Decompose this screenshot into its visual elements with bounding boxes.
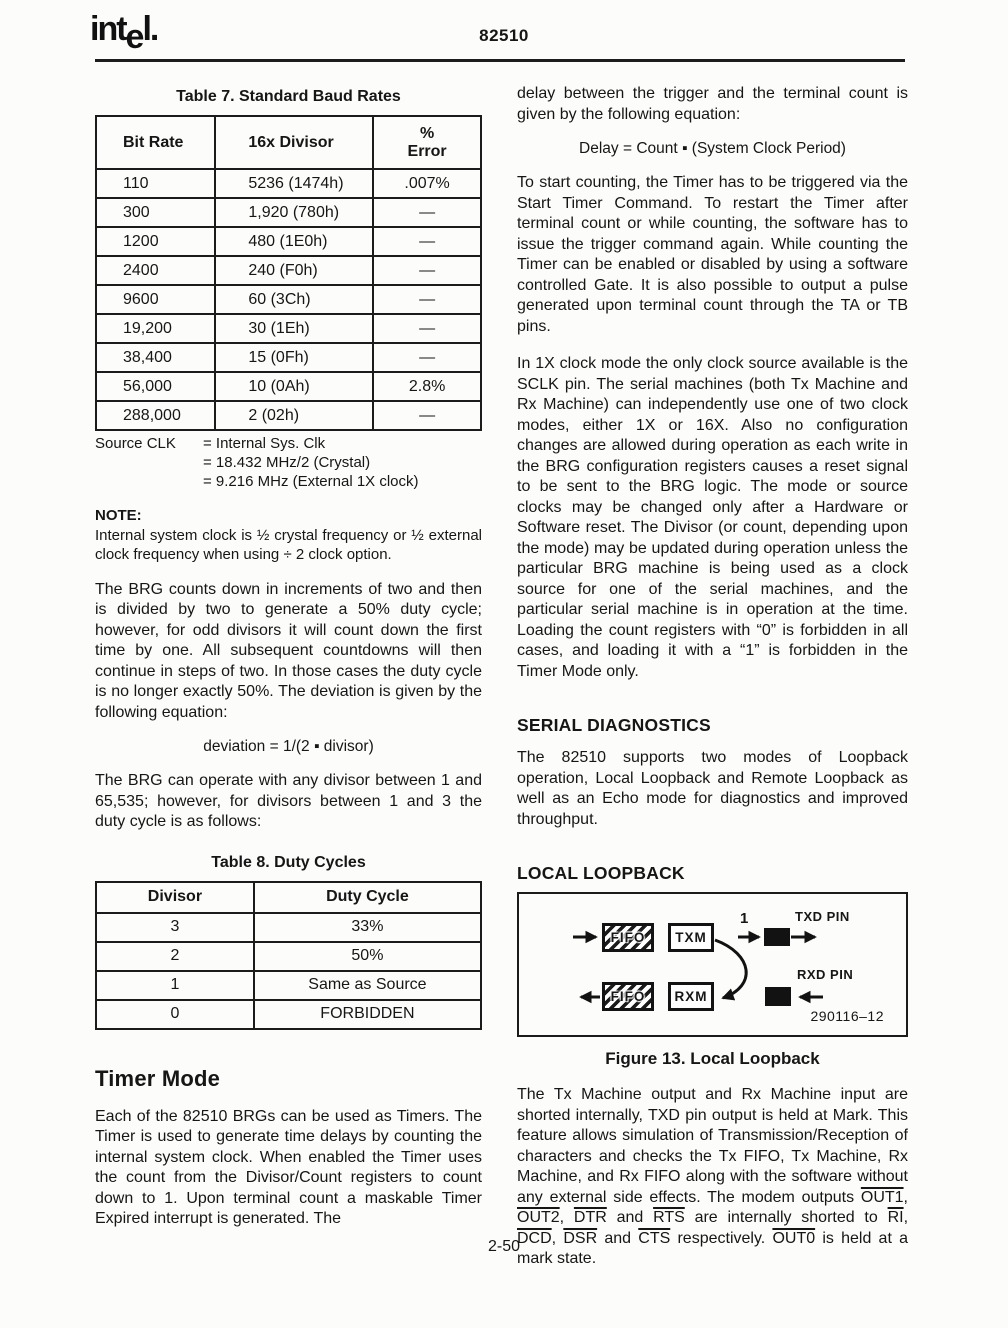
note-heading: NOTE: (95, 507, 142, 524)
table8-duty-cycles (95, 881, 482, 1030)
table-row (96, 971, 481, 1000)
signal-dtr: $\overline{DTR}$ (573, 1209, 607, 1226)
column-header: 16x Divisor (215, 116, 373, 169)
figure-caption: Figure 13. Local Loopback (605, 1049, 820, 1068)
table7-standard-baud-rates (95, 115, 482, 431)
signal-cts: $\overline{CTS}$ (638, 1229, 671, 1247)
rx-fifo-label: FIFO (610, 989, 646, 1004)
table-row (96, 913, 481, 942)
paragraph-brg-countdown: The BRG counts down in increments of two and then is divided by two to generate a 50% duty cycle; however, for odd divisors it will count down the first time by one. All subsequent countdowns will then continue in steps of two. In those cases the duty cycle is no longer exactly 50%. The deviation is given by the following equation: (95, 580, 482, 721)
equation-delay: Delay = Count ▪ (System Clock Period) (579, 140, 846, 157)
text-segment: is held at a mark state. (517, 1229, 909, 1267)
cell: 1200 (96, 227, 215, 256)
signal-rts: $\overline{RTS}$ (653, 1209, 685, 1226)
cell: 2 (96, 942, 254, 971)
source-clk-lines (203, 434, 419, 491)
cell: — (373, 401, 481, 430)
cell: 5236 (1474h) (215, 169, 373, 198)
text-segment: The Tx Machine output and Rx Machine input are shorted internally, TXD pin output is held at Mark. This feature allows simulation of Transmission/Reception of characters and checks the Tx FIFO, Tx Machine, Rx Machine, and Rx FIFO along with the software without any external side effects. The modem outputs (517, 1086, 908, 1206)
cell: 33% (254, 913, 481, 942)
cell: 3 (96, 913, 254, 942)
figure-local-loopback (517, 892, 908, 1037)
cell: 240 (F0h) (215, 256, 373, 285)
cell: 110 (96, 169, 215, 198)
table-row (96, 343, 481, 372)
serial-diagnostics-heading: SERIAL DIAGNOSTICS (517, 715, 711, 735)
local-loopback-heading: LOCAL LOOPBACK (517, 863, 685, 883)
table-row (96, 401, 481, 430)
table-row (96, 285, 481, 314)
table7-title: Table 7. Standard Baud Rates (176, 88, 401, 105)
note-block (95, 506, 482, 565)
cell: 480 (1E0h) (215, 227, 373, 256)
page-number: 2-50 (487, 1238, 521, 1255)
right-column (517, 84, 908, 1270)
text-segment: and (597, 1229, 639, 1247)
column-header: Bit Rate (96, 116, 215, 169)
signal-dcd: $\overline{DCD}$ (517, 1229, 552, 1247)
source-clk-line: = 9.216 MHz (External 1X clock) (203, 473, 419, 490)
cell: 9600 (96, 285, 215, 314)
table-row (96, 1000, 481, 1029)
table-row (96, 942, 481, 971)
cell: — (373, 343, 481, 372)
rxd-pin-label: RXD PIN (797, 967, 854, 982)
header-rule (95, 59, 905, 62)
logo-text: e (125, 18, 143, 56)
cell: 38,400 (96, 343, 215, 372)
text-segment: , (903, 1209, 909, 1226)
paragraph-serial-diagnostics: The 82510 supports two modes of Loopback operation, Local Loopback and Remote Loopback as well as an Echo mode for diagnostics and improved throughput. (517, 749, 908, 828)
table-header-row (96, 116, 481, 169)
cell: 30 (1Eh) (215, 314, 373, 343)
figure-ref-number: 290116–12 (810, 1008, 884, 1024)
cell: 10 (0Ah) (215, 372, 373, 401)
cell: 50% (254, 942, 481, 971)
cell: 56,000 (96, 372, 215, 401)
table-row (96, 198, 481, 227)
txd-pin-label: TXD PIN (795, 909, 850, 924)
cell: — (373, 227, 481, 256)
paragraph-start-counting: To start counting, the Timer has to be triggered via the Start Timer Command. To restart the Timer after terminal count or while counting, the software has to issue the trigger command again. While counting the Timer can be enabled or disabled by using a software controlled Gate. It is also possible to output a pulse generated upon terminal count through the TA or TB pins. (517, 174, 908, 335)
source-clk-note (95, 434, 482, 491)
two-column-body (95, 84, 908, 1270)
table-header-row (96, 882, 481, 913)
text-segment: respectively. (670, 1229, 773, 1247)
table8-title: Table 8. Duty Cycles (211, 853, 366, 871)
text-segment: , (903, 1188, 908, 1206)
cell: 2 (02h) (215, 401, 373, 430)
left-column (95, 84, 482, 1270)
signal-dsr: $\overline{DSR}$ (563, 1229, 598, 1247)
text-segment: , (559, 1209, 574, 1226)
table-row (96, 372, 481, 401)
one-label: 1 (740, 910, 749, 927)
cell: 288,000 (96, 401, 215, 430)
rxm-label: RXM (674, 989, 708, 1004)
signal-ri: $\overline{RI}$ (887, 1209, 904, 1226)
cell: 2.8% (373, 372, 481, 401)
logo-text: l (142, 10, 150, 48)
signal-out1: OUT1 (860, 1188, 904, 1206)
equation-deviation: deviation = 1/(2 ▪ divisor) (203, 738, 374, 755)
column-header: % Error (373, 116, 481, 169)
paragraph-delay-intro: delay between the trigger and the terminal count is given by the following equation: (517, 85, 908, 123)
cell: FORBIDDEN (254, 1000, 481, 1029)
cell: — (373, 256, 481, 285)
table-row (96, 314, 481, 343)
logo-text: int (90, 10, 126, 48)
table-row (96, 169, 481, 198)
table-row (96, 227, 481, 256)
logo-text: . (149, 10, 160, 48)
cell: — (373, 285, 481, 314)
cell: 0 (96, 1000, 254, 1029)
text-segment: and (606, 1209, 654, 1226)
cell: 19,200 (96, 314, 215, 343)
paragraph-1x-clock: In 1X clock mode the only clock source available is the SCLK pin. The serial machines (both Tx Machine and Rx Machine) can independently use one of two clock modes, either 1X or 16X. Also no configuration changes are allowed during operation as each write in the BRG configuration registers causes a reset signal to be sent to the BRG logic. The mode or source clocks may be changed only after a Hardware or Software reset. The Divisor (or count, depending upon the mode) may be updated during operation unless the particular BRG machine is being used as a clock source for one of the serial machines, and the particular serial machine is in operation at the time. Loading the count registers with “0” is forbidden in all cases, and loading it with a “1” is forbidden in the Timer Mode only. (517, 355, 908, 680)
paragraph-timer-mode: Each of the 82510 BRGs can be used as Timers. The Timer is used to generate time delays by counting the internal system clock. When enabled the Timer uses the count from the Divisor/Count registers to count down to 1. Upon terminal count a maskable Timer Expired interrupt is generated. The (95, 1107, 482, 1227)
doc-number: 82510 (479, 26, 529, 45)
paragraph-brg-divisor: The BRG can operate with any divisor between 1 and 65,535; however, for divisors between 1 and 3 the duty cycle is as follows: (95, 772, 482, 830)
cell: 300 (96, 198, 215, 227)
column-header: Divisor (96, 882, 254, 913)
signal-out2: OUT2 (517, 1209, 560, 1226)
figure-arrows (519, 894, 906, 1035)
cell: 2400 (96, 256, 215, 285)
note-text: Internal system clock is ½ crystal frequency or ½ external clock frequency when using ÷ 2 clock option. (95, 526, 482, 563)
source-clk-label: Source CLK (95, 435, 176, 452)
signal-out0: OUT0 (772, 1229, 816, 1247)
cell: 15 (0Fh) (215, 343, 373, 372)
timer-mode-heading: Timer Mode (95, 1065, 221, 1091)
cell: Same as Source (254, 971, 481, 1000)
text-segment: , (551, 1229, 564, 1247)
cell: 1,920 (780h) (215, 198, 373, 227)
source-clk-line: = Internal Sys. Clk (203, 435, 326, 452)
text-segment: are internally shorted to (684, 1209, 888, 1226)
source-clk-line: = 18.432 MHz/2 (Crystal) (203, 454, 371, 471)
cell: — (373, 198, 481, 227)
column-header: Duty Cycle (254, 882, 481, 913)
cell: 60 (3Ch) (215, 285, 373, 314)
page-header (0, 8, 1008, 60)
cell: 1 (96, 971, 254, 1000)
txm-label: TXM (675, 930, 707, 945)
cell: — (373, 314, 481, 343)
tx-fifo-label: FIFO (610, 930, 646, 945)
table-row (96, 256, 481, 285)
cell: .007% (373, 169, 481, 198)
